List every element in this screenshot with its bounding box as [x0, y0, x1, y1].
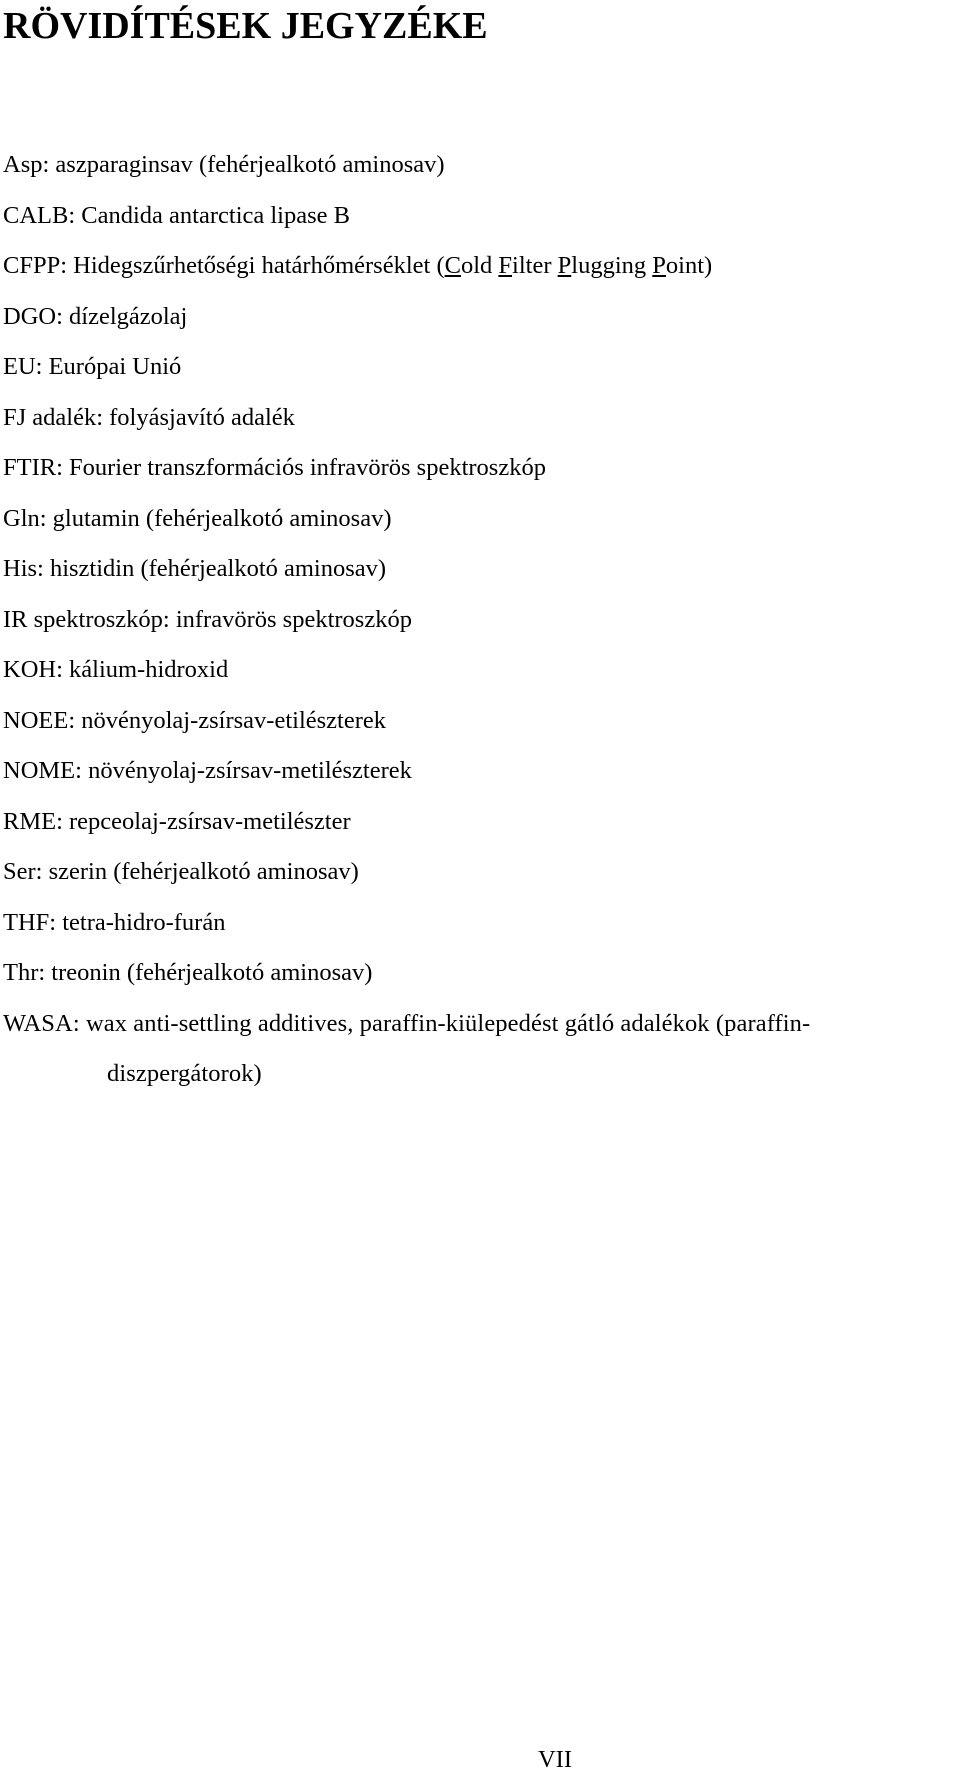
cfpp-initial-point: P: [652, 252, 666, 279]
cfpp-word-point: oint): [665, 252, 713, 279]
abbreviation-item-rme: RME: repceolaj-zsírsav-metilészter: [3, 807, 351, 835]
abbreviation-item-wasa: WASA: wax anti-settling additives, paraffin-kiülepedést gátló adalékok (paraffin-diszpergátorok): [3, 1009, 811, 1087]
cfpp-text: CFPP: Hidegszűrhetőségi határhőmérséklet (: [3, 252, 445, 279]
abbreviation-item-fj: FJ adalék: folyásjavító adalék: [3, 403, 295, 431]
abbreviation-item-gln: Gln: glutamin (fehérjealkotó aminosav): [3, 504, 392, 532]
abbreviation-item-his: His: hisztidin (fehérjealkotó aminosav): [3, 555, 387, 582]
abbreviation-item-thr: Thr: treonin (fehérjealkotó aminosav): [3, 959, 373, 986]
abbreviation-item-dgo: DGO: dízelgázolaj: [3, 302, 188, 330]
page-number: VII: [537, 1746, 572, 1773]
cfpp-word-cold: old: [460, 252, 499, 279]
abbreviation-item-ser: Ser: szerin (fehérjealkotó aminosav): [3, 858, 359, 885]
abbreviation-item-asp: Asp: aszparaginsav (fehérjealkotó aminosav): [3, 151, 445, 178]
cfpp-word-filter: ilter: [512, 252, 558, 279]
abbreviation-item-eu: EU: Európai Unió: [3, 353, 182, 380]
cfpp-initial-c: C: [444, 252, 461, 279]
abbreviation-item-koh: KOH: kálium-hidroxid: [3, 656, 229, 683]
abbreviation-item-ir: IR spektroszkóp: infravörös spektroszkóp: [3, 605, 412, 633]
page-title: RÖVIDÍTÉSEK JEGYZÉKE: [3, 5, 488, 47]
cfpp-initial-p: P: [557, 252, 572, 279]
abbreviation-item-thf: THF: tetra-hidro-furán: [3, 908, 226, 936]
abbreviation-item-cfpp: [3, 241, 958, 292]
abbreviation-item-ftir: FTIR: Fourier transzformációs infravörös spektroszkóp: [3, 454, 546, 481]
abbreviation-list: [3, 140, 958, 1100]
cfpp-word-plugging: lugging: [571, 252, 653, 279]
cfpp-initial-f: F: [498, 252, 513, 279]
abbreviation-item-noee: NOEE: növényolaj-zsírsav-etilészterek: [3, 706, 387, 734]
abbreviation-item-nome: NOME: növényolaj-zsírsav-metilészterek: [3, 757, 412, 784]
abbreviation-item-calb: CALB: Candida antarctica lipase B: [3, 201, 350, 229]
